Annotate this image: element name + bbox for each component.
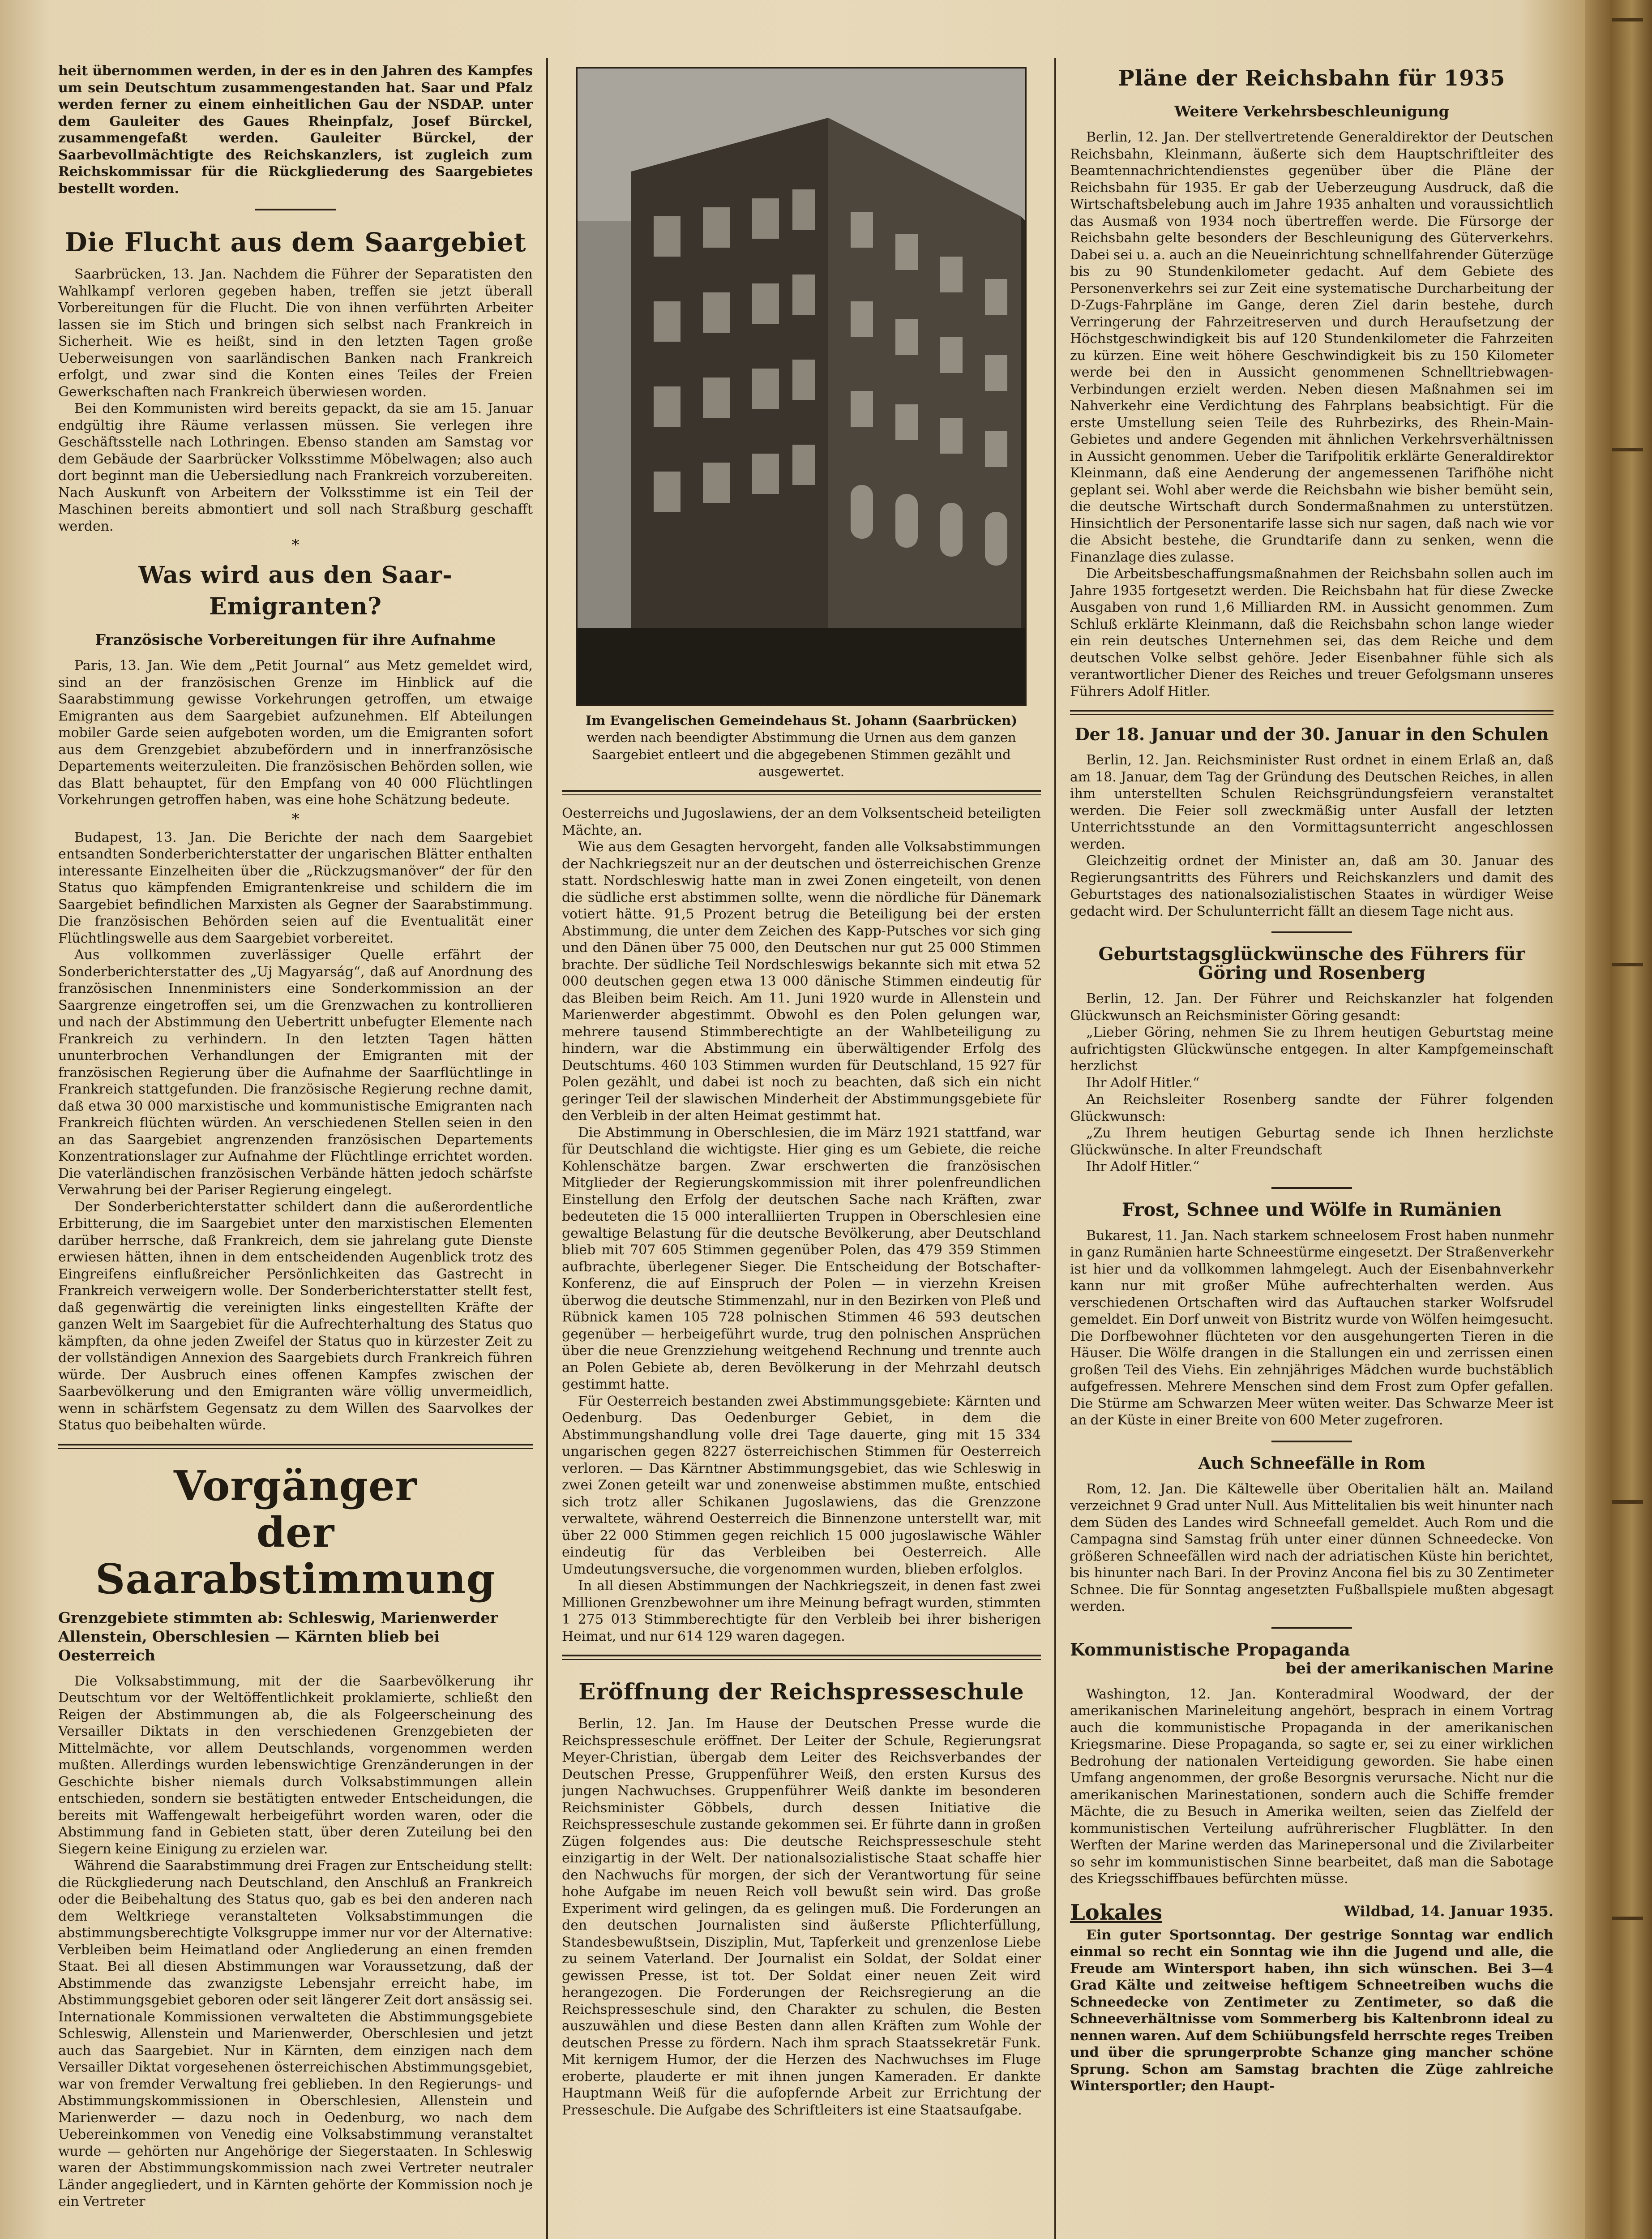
article-paragraph: Oesterreichs und Jugoslawiens, der an dem Volksentscheid beteiligten Mächte, an. xyxy=(562,806,1041,838)
schulen-headline: Der 18. Januar und der 30. Januar in den Schulen xyxy=(1074,724,1549,744)
binding-mark xyxy=(1612,18,1643,21)
flucht-paragraph: Bei den Kommunisten wird bereits gepackt, da sie am 15. Januar endgültig ihre Räume verlassen müssen. Sie verlegen ihre Geschäftsstelle nach Lothringen. Ebenso standen am Samstag vor dem Gebäude der Saarbrücker Volksstimme Möbelwagen; also auch dort beginnt man die Uebersiedlung nach Frankreich vorzubereiten. Nach Auskunft von Arbeitern der Volksstimme ist ein Teil der Maschinen bereits abmontiert und soll nach Straßburg geschafft werden. xyxy=(58,401,533,534)
flucht-headline: Die Flucht aus dem Saargebiet xyxy=(64,227,526,257)
presseschule-paragraph: Berlin, 12. Jan. Im Hause der Deutschen Presse wurde die Reichspresseschule eröffnet. Der Leiter der Schule, Regierungsrat Meyer-Christian, übergab dem Leiter des Reichsverbandes der Deutschen Presse, Gruppenführer Weiß, den ersten Kursus des jungen Nachwuchses. Gruppenführer Weiß dankte im besonderen Reichsminister Göbbels, durch dessen Initiative die Reichspresseschule zustande gekommen sei. Er führte dann in großen Zügen folgendes aus: Die deutsche Reichspresseschule steht einzigartig in der Welt. Der nationalsozialistische Staat schaffe hier den Nachwuchs für morgen, der sich der Verantwortung für seine hohe Aufgabe im neuen Reich voll bewußt sein wird. Das große Experiment wird gelingen, da es gelingen muß. Die Forderungen an den deutschen Journalisten sind äußerste Pflichterfüllung, Standesbewußtsein, Disziplin, Mut, Tapferkeit und grenzenlose Liebe zu seinem Vaterland. Der Journalist ein Soldat, der Soldat einer gewissen Presse, ist tot. Der Soldat einer neuen Zeit wird herangezogen. Die Forderungen der Reichsregierung an die Reichspresseschule sind, den Charakter zu schulen, die Besten auszuwählen und diese Besten dann allen Kräften zum Wohle der deutschen Presse zu fördern. Nach ihm sprach Staatssekretär Funk. Mit kernigem Humor, der die Herzen des Nachwuchses im Fluge eroberte, plauderte er mit ihnen jungen Kameraden. Er dankte Hauptmann Weiß für die aufopfernde Arbeit zur Errichtung der Presseschule. Die Aufgabe des Schriftleiters ist eine Staatsaufgabe. xyxy=(562,1716,1041,2118)
reichsbahn-headline: Pläne der Reichsbahn für 1935 xyxy=(1118,66,1506,91)
lokales-heading: Lokales xyxy=(1070,1900,1162,1925)
emigranten-paragraph: Aus vollkommen zuverlässiger Quelle erfährt der Sonderberichterstatter des „Uj Magyarság“, daß auf Anordnung des französischen Innenministers eine Sonderkommission an der Saargrenze eingetroffen sei, um die Grenzwachen zu kontrollieren und nach der Abstimmung den Uebertritt unbefugter Elemente nach Frankreich zu verhindern. In den letzten Tagen hätten ununterbrochen Verhandlungen der Emigranten mit der französischen Regierung über die Aufnahme der Saarflüchtlinge in Frankreich stattgefunden. Die französische Regierung rechne damit, daß etwa 30 000 marxistische und kommunistische Emigranten nach Frankreich flüchten würden. An verschiedenen Stellen seien in den an das Saargebiet angrenzenden französischen Departements Konzentrationslager zur Aufnahme der Flüchtlinge errichtet worden. Die vaterländischen französischen Verbände hätten jedoch schärfste Verwahrung bei der Pariser Regierung eingelegt. xyxy=(58,947,533,1198)
double-rule xyxy=(562,1655,1041,1660)
article-paragraph: Die Abstimmung in Oberschlesien, die im März 1921 stattfand, war für Deutschland die wichtigste. Hier ging es um Gebiete, die reiche Kohlenschätze bargen. Zwar erschwerten die französischen Mitglieder der Regierungskommission mit ihrer polenfreundlichen Einstellung den Erfolg der deutschen Sache nach Kräften, zwar bedeuteten die 15 000 interalliierten Truppen in Oberschlesien eine gewaltige Belastung für die deutsche Bevölkerung, aber Deutschland blieb mit 707 605 Stimmen gegenüber Polen, das 479 359 Stimmen aufbrachte, überlegener Sieger. Die Entscheidung der Botschafter-Konferenz, die auf Einspruch der Polen — in vierzehn Kreisen überwog die deutsche Stimmenzahl, nur in den Bezirken von Pleß und Rübnick kamen 105 728 polnischen Stimmen 46 593 deutschen gegenüber — herbeigeführt wurde, trug den polnischen Ansprüchen über die neue Grenzziehung weitgehend Rechnung und trennte auch an Polen Gebiete ab, deren Bevölkerung in der Mehrzahl deutsch gestimmt hatte. xyxy=(562,1124,1041,1392)
frost-paragraph: Bukarest, 11. Jan. Nach starkem schneelosem Frost haben nunmehr in ganz Rumänien harte Schneestürme eingesetzt. Der Straßenverkehr ist hier und da vollkommen lahmgelegt. Auch der Eisenbahnverkehr kann nur mit großer Mühe aufrechterhalten werden. Aus verschiedenen Ortschaften wird das Auftauchen starker Wolfsrudel gemeldet. Ein Dorf unweit von Bistritz wurde von Wölfen heimgesucht. Die Dorfbewohner flüchteten vor den ausgehungerten Tieren in die Häuser. Die Wölfe drangen in die Stallungen ein und zerrissen einen großen Teil des Viehs. Ein zehnjähriges Mädchen wurde buchstäblich aufgefressen. Mehrere Menschen sind dem Frost zum Opfer gefallen. Die Stürme am Schwarzen Meer wüten weiter. Das Schwarze Meer ist an der Küste in einer Breite von 600 Meter zugefroren. xyxy=(1070,1227,1554,1428)
vorgaenger-paragraph: Während die Saarabstimmung drei Fragen zur Entscheidung stellt: die Rückgliederung nach Deutschland, den Anschluß an Frankreich oder die Beibehaltung des Status quo, gab es bei den anderen nach dem Weltkriege veranstalteten Volksabstimmungen die abstimmungsberechtigte Volksgruppe immer nur vor der Alternative: Verbleiben beim Heimatland oder Angliederung an einen fremden Staat. Bei all diesen Abstimmungen war Voraussetzung, daß der Abstimmende das zwanzigste Lebensjahr erreicht habe, im Abstimmungsgebiet geboren oder seit längerer Zeit dort ansässig sei. Internationale Kommissionen verwalteten die Abstimmungsgebiete Schleswig, Allenstein und Marienwerder, Oberschlesien und jetzt auch das Saargebiet. Nur in Kärnten, dem einzigen nach dem Versailler Diktat vorgesehenen österreichischen Abstimmungsgebiet, war von fremder Verwaltung frei geblieben. In den Regierungs- und Abstimmungskommissionen in Oberschlesien, Allenstein und Marienwerder — dazu noch in Oedenburg, wo nach dem Uebereinkommen von Venedig eine Volksabstimmung veranstaltet wurde — gehörten nur Angehörige der Siegerstaaten. In Schleswig waren der Abstimmungskommission nach zwei Vertreter neutraler Länder angegliedert, und in Kärnten gehörte der Kommission noch je ein Vertreter xyxy=(58,1858,533,2209)
article-paragraph: Wie aus dem Gesagten hervorgeht, fanden alle Volksabstimmungen der Nachkriegszeit nur an der deutschen und österreichischen Grenze statt. Nordschleswig hatte man in zwei Zonen eingeteilt, von denen die südliche erst abstimmen sollte, wenn die nördliche für Dänemark votiert hätte. 91,5 Prozent betrug die Beteiligung bei der ersten Abstimmung, die unter dem Zeichen des Kapp-Putsches vor sich ging und den Dänen über 75 000, den Deutschen nur gut 25 000 Stimmen brachte. Der südliche Teil Nordschleswigs bekannte sich mit etwa 52 000 deutschen gegen etwa 13 000 dänische Stimmen eindeutig für das Bleiben beim Reich. Am 11. Juni 1920 wurde in Allenstein und Marienwerder abgestimmt. Obwohl es den Polen gelungen war, mehrere tausend Stimmberechtigte an der Wahlbeteiligung zu hindern, war die Abstimmung ein überwältigender Erfolg des Deutschtums. 460 103 Stimmen wurden für Deutschland, 15 927 für Polen gezählt, und dabei ist noch zu beachten, daß sich ein nicht geringer Teil der slawischen Minderheit der Abstimmungsgebiete für den Verbleib in der alten Heimat gestimmt hat. xyxy=(562,839,1041,1124)
rom-headline: Auch Schneefälle in Rom xyxy=(1198,1454,1425,1473)
section-star: * xyxy=(291,810,300,828)
double-rule xyxy=(58,1444,533,1449)
separator xyxy=(1271,931,1352,933)
double-rule xyxy=(1070,710,1554,715)
schulen-paragraph: Gleichzeitig ordnet der Minister an, daß am 30. Januar des Regierungsantritts des Führers und Reichskanzlers und damit des Geburtstages des nationalsozialistischen Staates in würdiger Weise gedacht wird. Der Schulunterricht fällt an diesem Tage nicht aus. xyxy=(1070,853,1554,919)
geburtstag-paragraph: An Reichsleiter Rosenberg sandte der Führer folgenden Glückwunsch: xyxy=(1070,1092,1554,1124)
emigranten-paragraph: Budapest, 13. Jan. Die Berichte der nach dem Saargebiet entsandten Sonderberichterstatter der ungarischen Blätter enthalten interessante Einzelheiten über die „Rückzugsmanöver“ der für den Status quo kämpfenden Emigrantenkreise und schildern die im Saargebiet befindlichen Marxisten als Gegner der Saarabstimmung. Die französischen Behörden seien auf die Eventualität einer Flüchtlingswelle aus dem Saargebiet vorbereitet. xyxy=(58,829,533,946)
separator xyxy=(1271,1187,1352,1189)
intro-paragraph: heit übernommen werden, in der es in den Jahren des Kampfes um sein Deutschtum zusammengestanden hat. Saar und Pfalz werden ferner zu einem einheitlichen Gau der NSDAP. unter dem Gauleiter des Gaues Rheinpfalz, Josef Bürckel, zusammengefaßt werden. Gauleiter Bürckel, der Saarbevollmächtigte des Reichskanzlers, ist zugleich zum Reichskommissar für die Rückgliederung des Saargebietes bestellt worden. xyxy=(58,63,533,197)
caption-title: Im Evangelischen Gemeindehaus St. Johann (Saarbrücken) xyxy=(585,713,1018,728)
column-rule xyxy=(1054,58,1056,2239)
page-binding xyxy=(1585,0,1652,2239)
section-star: * xyxy=(291,536,300,554)
separator xyxy=(1271,1441,1352,1442)
kommunistische-headline: bei der amerikanischen Marine xyxy=(1285,1659,1554,1677)
lokales-paragraph: Ein guter Sportsonntag. Der gestrige Sonntag war endlich einmal so recht ein Sonntag wie ihn die Jugend und alle, die Freude am Wintersport haben, ihn sich wünschen. Bei 3—4 Grad Kälte und zeitweise heftigem Schneetreiben wuchs die Schneedecke von Zentimeter zu Zentimeter, so daß die Schneeverhältnisse vom Sommerberg bis Kaltenbronn ideal zu nennen waren. Auf dem Schiübungsfeld herrschte reges Treiben und über die sprungerprobte Schanze ging mancher schöne Sprung. Schon am Samstag brachten die Züge zahlreiche Wintersportler; den Haupt- xyxy=(1070,1927,1554,2094)
reichsbahn-paragraph: Berlin, 12. Jan. Der stellvertretende Generaldirektor der Deutschen Reichsbahn, Kleinmann, äußerte sich dem Hauptschriftleiter des Beamtennachrichtendienstes gegenüber über die Pläne der Reichsbahn für 1935. Er gab der Ueberzeugung Ausdruck, daß die Wirtschaftsbelebung auch im Jahre 1935 anhalten und voraussichtlich das Ausmaß von 1934 noch übertreffen werde. Die Fürsorge der Reichsbahn gelte besonders der Beschleunigung des Güterverkehrs. Dabei sei u. a. auch an die Neueinrichtung schnellfahrender Güterzüge bis zu 90 Stundenkilometer gedacht. Auf dem Gebiete des Personenverkehrs sei zur Zeit eine systematische Durcharbeitung der D-Zugs-Fahrpläne im Gange, deren Ziel darin bestehe, durch Verringerung der Fahrzeitreserven und durch Heraufsetzung der Höchstgeschwindigkeit bis auf 120 Stundenkilometer die Fahrzeiten zu kürzen. Eine weit höhere Geschwindigkeit bis zu 150 Kilometer werde bei den in Aussicht genommenen Schnelltriebwagen-Verbindungen erzielt werden. Neben diesen Maßnahmen sei im Nahverkehr eine Verdichtung des Fahrplans beabsichtigt. Für die erste Umstellung seien Teile des Ruhrbezirks, des Rhein-Main-Gebietes und andere Gegenden mit ähnlichen Verkehrsverhältnissen in Aussicht genommen. Ueber die Tarifpolitik erklärte Generaldirektor Kleinmann, daß eine Aenderung der angemessenen Tarifhöhe nicht geplant sei. Wohl aber werde die Reichsbahn wie bisher bemüht sein, die deutsche Wirtschaft durch Sondermaßnahmen zu unterstützen. Hinsichtlich der Personentarife lasse sich nur sagen, daß nach wie vor die Absicht bestehe, die Grundtarife dann zu senken, wenn die Finanzlage dies zulasse. xyxy=(1070,129,1554,565)
emigranten-headline: Was wird aus den Saar-Emigranten? xyxy=(138,562,453,620)
binding-mark xyxy=(1612,448,1643,451)
separator xyxy=(1271,1627,1352,1629)
vorgaenger-subheadline: Grenzgebiete stimmten ab: Schleswig, Marienwerder Allenstein, Oberschlesien — Kärnten blieb bei Oesterreich xyxy=(58,1608,498,1664)
article-paragraph: In all diesen Abstimmungen der Nachkriegszeit, in denen fast zwei Millionen Grenzbewohner um ihre Meinung befragt wurden, stimmten 1 275 013 Stimmberechtigte für den Verbleib bei ihrer bisherigen Heimat, und nur 614 129 waren dagegen. xyxy=(562,1578,1041,1644)
signature: Ihr Adolf Hitler.“ xyxy=(1086,1075,1200,1091)
kommunistische-headline: Kommunistische Propaganda xyxy=(1070,1639,1350,1660)
building-photo xyxy=(576,67,1027,706)
column-rule xyxy=(546,58,548,2239)
article-paragraph: Für Oesterreich bestanden zwei Abstimmungsgebiete: Kärnten und Oedenburg. Das Oedenburger Gebiet, in dem die Abstimmungshandlung volle drei Tage dauerte, ging mit 15 334 ungarischen gegen 8227 österreichischen Stimmen für Oesterreich verloren. — Das Kärntner Abstimmungsgebiet, das wie Schleswig in zwei Zonen geteilt war und zonenweise abstimmen mußte, entschied sich trotz aller Schikanen Jugoslawiens, das die Grenzzone verwaltete, während Oesterreich die Binnenzone unterstellt war, mit über 22 000 Stimmen gegen reichlich 15 000 jugoslawische Wähler eindeutig für das Verbleiben bei Oesterreich. Alle Umdeutungsversuche, die vorgenommen wurden, blieben erfolglos. xyxy=(562,1393,1041,1577)
frost-headline: Frost, Schnee und Wölfe in Rumänien xyxy=(1121,1199,1502,1220)
column-middle xyxy=(562,63,1041,2239)
binding-mark xyxy=(1612,1500,1643,1504)
reichsbahn-subheadline: Weitere Verkehrsbeschleunigung xyxy=(1174,103,1449,120)
rom-paragraph: Rom, 12. Jan. Die Kältewelle über Oberitalien hält an. Mailand verzeichnet 9 Grad unter Null. Aus Mittelitalien bis weit hinunter nach dem Süden des Landes wird Schneefall gemeldet. Auch Rom und die Campagna sind Samstag früh unter einer dünnen Schneedecke. Von größeren Schneefällen wird nach der adriatischen Küste hin berichtet, bis hinunter nach Bari. In der Provinz Ancona fiel bis zu 30 Zentimeter Schnee. Die für Sonntag angesetzten Fußballspiele mußten abgesagt werden. xyxy=(1070,1481,1554,1614)
geburtstag-headline: Geburtstagsglückwünsche des Führers für Göring und Rosenberg xyxy=(1098,944,1525,983)
emigranten-paragraph: Paris, 13. Jan. Wie dem „Petit Journal“ aus Metz gemeldet wird, sind an der französischen Grenze im Hinblick auf die Saarabstimmung gewisse Vorkehrungen getroffen, um etwaige Emigranten aus dem Saargebiet aufzunehmen. Elf Abteilungen mobiler Garde seien aufgeboten worden, um die Emigranten sofort aus dem Grenzgebiet abzubefördern und in innerfranzösische Departements weiterzuleiten. Die französischen Behörden sollen, wie das Blatt behauptet, für den Empfang von 40 000 Flüchtlingen Vorkehrungen getroffen haben, was eine hohe Schätzung bedeute. xyxy=(58,658,533,808)
separator xyxy=(255,209,336,210)
signature: Ihr Adolf Hitler.“ xyxy=(1086,1159,1200,1175)
column-left xyxy=(58,63,533,2239)
emigranten-subheadline: Französische Vorbereitungen für ihre Aufnahme xyxy=(95,631,496,648)
reichsbahn-paragraph: Die Arbeitsbeschaffungsmaßnahmen der Reichsbahn sollen auch im Jahre 1935 fortgesetzt werden. Die Reichsbahn hat für diese Zwecke Ausgaben von rund 1,6 Milliarden RM. in Aussicht genommen. Zum Schluß erklärte Kleinmann, daß die Reichsbahn schon lange wieder ein rein deutsches Unternehmen sei, das dem Reiche und dem deutschen Volke selbst gehöre. Jeder Eisenbahner fühle sich als verantwortlicher Diener des Reiches und treuer Gefolgsmann unseres Führers Adolf Hitler. xyxy=(1070,566,1554,699)
photo-caption xyxy=(562,712,1041,780)
geburtstag-paragraph: „Zu Ihrem heutigen Geburtag sende ich Ihnen herzlichste Glückwünsche. In alter Freundschaft xyxy=(1070,1125,1554,1158)
vorgaenger-headline: der Saarabstimmung xyxy=(95,1508,496,1603)
vorgaenger-headline: Vorgänger xyxy=(174,1461,417,1510)
binding-mark xyxy=(1612,963,1643,966)
geburtstag-paragraph: Berlin, 12. Jan. Der Führer und Reichskanzler hat folgenden Glückwunsch an Reichsminister Göring gesandt: xyxy=(1070,991,1554,1024)
presseschule-headline: Eröffnung der Reichspresseschule xyxy=(578,1678,1024,1705)
vorgaenger-paragraph: Die Volksabstimmung, mit der die Saarbevölkerung ihr Deutschtum vor der Weltöffentlichkeit proklamierte, schließt den Reigen der Abstimmungen ab, die als Folgeerscheinung des Versailler Diktats in den verschiedenen Grenzgebieten der Mittelmächte, vor allem Deutschlands, vorgenommen werden mußten. Allerdings wurden lebenswichtige Grenzänderungen in der Geschichte bisher niemals durch Volksabstimmungen allein entschieden, sondern sie bestätigten entweder Entscheidungen, die bereits mit Waffengewalt herbeigeführt worden waren, oder die Abstimmung fand in Gebieten statt, über deren Zuteilung bei den Siegern keine Einigung zu erzielen war. xyxy=(58,1673,533,1857)
column-right xyxy=(1070,63,1554,2239)
schulen-paragraph: Berlin, 12. Jan. Reichsminister Rust ordnet in einem Erlaß an, daß am 18. Januar, dem Tag der Gründung des Deutschen Reiches, in allen ihm unterstellten Schulen Reichsgründungsfeiern veranstaltet werden. Die Feier soll zweckmäßig unter Ausfall der letzten Unterrichtsstunde an den Vormittagsunterricht angeschlossen werden. xyxy=(1070,752,1554,852)
emigranten-paragraph: Der Sonderberichterstatter schildert dann die außerordentliche Erbitterung, die im Saargebiet unter den marxistischen Elementen darüber herrsche, daß Frankreich, dem sie jahrelang gute Dienste erwiesen hätten, ihnen in dem entscheidenden Augenblick trotz des Eingreifens einflußreicher Persönlichkeiten das Gastrecht in Frankreich verweigern wolle. Der Sonderberichterstatter stellt fest, daß gegenwärtig die vereinigten links eingestellten Kräfte der ganzen Welt im Saargebiet für die Aufrechterhaltung des Status quo kämpften, da ohne jeden Zweifel der Status quo in kürzester Zeit zu der vollständigen Annexion des Saargebiets durch Frankreich führen würde. Der Ausbruch eines offenen Kampfes zwischen der Saarbevölkerung und den Emigranten wäre völlig unvermeidlich, wenn in schärfstem Gegensatz zu dem Willen des Saarvolkes der Status quo beibehalten würde. xyxy=(58,1199,533,1433)
lokales-dateline: Wildbad, 14. Januar 1935. xyxy=(1344,1902,1554,1920)
flucht-paragraph: Saarbrücken, 13. Jan. Nachdem die Führer der Separatisten den Wahlkampf verloren gegeben haben, treffen sie jetzt überall Vorbereitungen für die Flucht. Die von ihnen verführten Arbeiter lassen sie im Stich und bringen sich selbst nach Frankreich in Sicherheit. Wie es heißt, sind in den letzten Tagen große Ueberweisungen von saarländischen Banken nach Frankreich erfolgt, und zwar sind die Konten eines Teiles der Freien Gewerkschaften nach Frankreich überwiesen worden. xyxy=(58,266,533,400)
caption-text: werden nach beendigter Abstimmung die Urnen aus dem ganzen Saargebiet entleert und die abgegebenen Stimmen gezählt und ausgewertet. xyxy=(586,730,1016,779)
binding-mark xyxy=(1612,1917,1643,1920)
kommunistische-paragraph: Washington, 12. Jan. Konteradmiral Woodward, der der amerikanischen Marineleitung angehört, besprach in einem Vortrag auch die kommunistische Propaganda in der amerikanischen Kriegsmarine. Diese Propaganda, so sagte er, sei zu einer wirklichen Bedrohung der nationalen Verteidigung geworden. Sie habe einen Umfang angenommen, der große Besorgnis verursache. Nicht nur die amerikanischen Marinestationen, sondern auch die Schiffe fremder Mächte, die zu Besuch in Amerika weilten, seien das Zielfeld der kommunistischen Verteilung aufrührerischer Flugblätter. In den Werften der Marine werden das Marinepersonal und die Zivilarbeiter so sehr im kommunistischen Sinne bearbeitet, daß man die Sabotage des Kriegsschiffbaues befürchten müsse. xyxy=(1070,1686,1554,1887)
double-rule xyxy=(562,790,1041,795)
geburtstag-paragraph: „Lieber Göring, nehmen Sie zu Ihrem heutigen Geburtstag meine aufrichtigsten Glückwünsche entgegen. In alter Kampfgemeinschaft herzlichst xyxy=(1070,1025,1554,1074)
